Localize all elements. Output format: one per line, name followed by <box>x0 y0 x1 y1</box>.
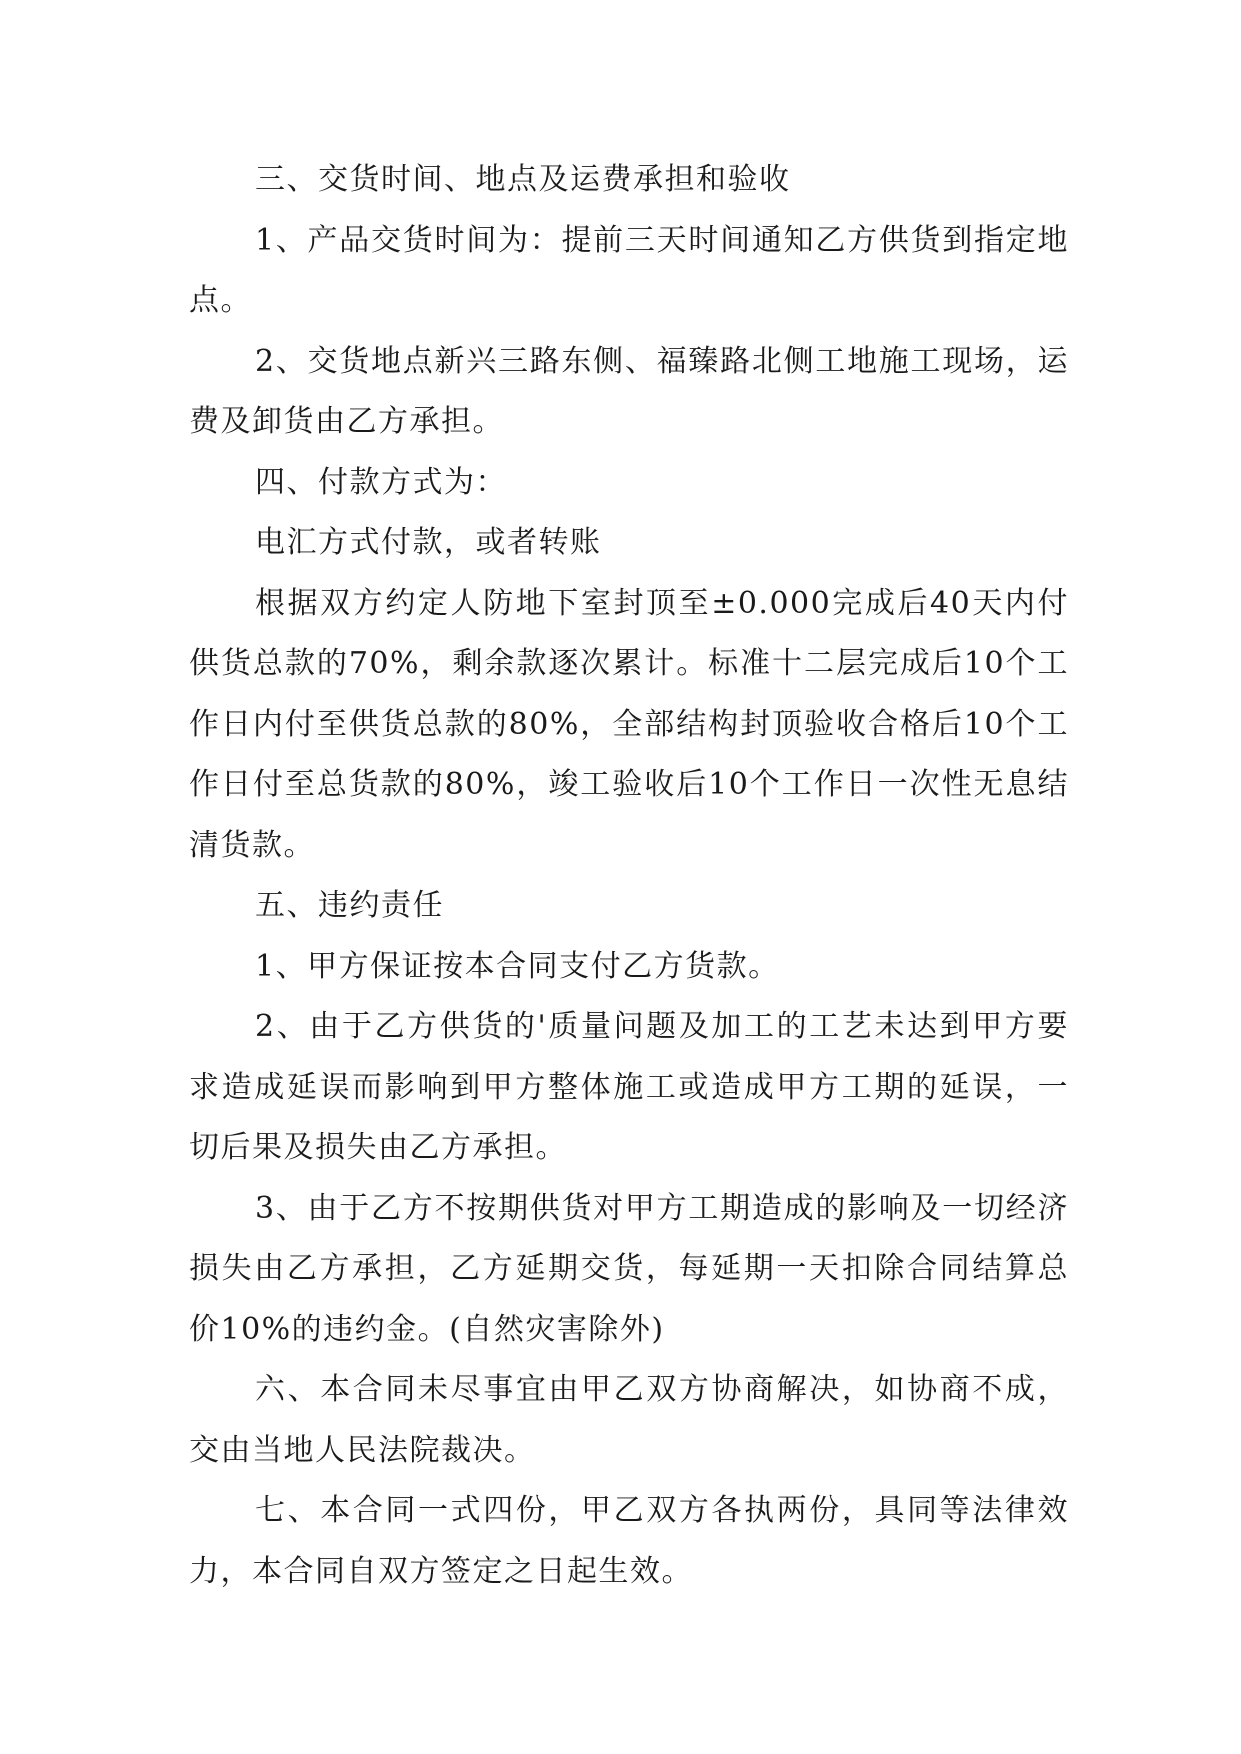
section-five-heading: 五、违约责任 <box>255 888 444 923</box>
document-body <box>189 150 1069 1602</box>
liability-clause-1: 1、甲方保证按本合同支付乙方货款。 <box>255 948 780 984</box>
section-three-heading: 三、交货时间、地点及运费承担和验收 <box>255 162 791 197</box>
delivery-location-clause: 2、交货地点新兴三路东侧、福臻路北侧工地施工现场，运费及卸货由乙方承担。 <box>189 343 1069 439</box>
delivery-time-clause: 1、产品交货时间为：提前三天时间通知乙方供货到指定地点。 <box>189 222 1069 318</box>
section-four-heading: 四、付款方式为： <box>255 464 507 500</box>
liability-clause-3: 3、由于乙方不按期供货对甲方工期造成的影响及一切经济损失由乙方承担，乙方延期交货，每延期一天扣除合同结算总价10%的违约金。(自然灾害除外) <box>189 1190 1069 1347</box>
payment-schedule-clause: 根据双方约定人防地下室封顶至±0.000完成后40天内付供货总款的70%，剩余款逐次累计。标准十二层完成后10个工作日内付至供货总款的80%，全部结构封顶验收合格后10个工作日付至总货款的80%，竣工验收后10个工作日一次性无息结清货款。 <box>189 585 1069 863</box>
liability-clause-2: 2、由于乙方供货的'质量问题及加工的工艺未达到甲方要求造成延误而影响到甲方整体施工或造成甲方工期的延误，一切后果及损失由乙方承担。 <box>189 1009 1069 1165</box>
section-six-clause: 六、本合同未尽事宜由甲乙双方协商解决，如协商不成，交由当地人民法院裁决。 <box>189 1372 1069 1468</box>
section-seven-clause: 七、本合同一式四份，甲乙双方各执两份，具同等法律效力，本合同自双方签定之日起生效。 <box>189 1493 1069 1589</box>
payment-method-clause: 电汇方式付款，或者转账 <box>255 525 602 560</box>
